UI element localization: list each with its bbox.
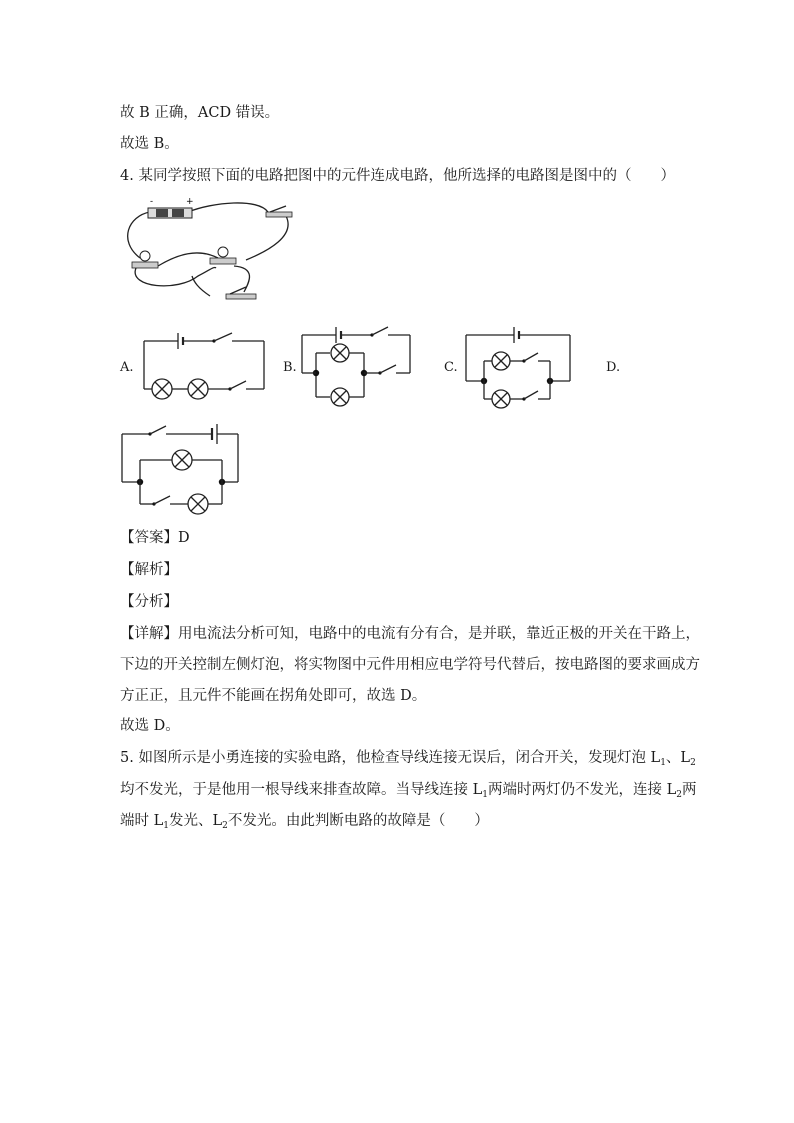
q4-detail-line3: 方正正，且元件不能画在拐角处即可，故选 D。 <box>120 688 427 704</box>
q5-line3: 端时 $L_1$发光、$L_2$不发光。由此判断电路的故障是（ ） <box>120 813 489 831</box>
q4-fenxi-heading: 【分析】 <box>120 594 178 610</box>
q3-conclusion: 故选 B。 <box>120 136 179 152</box>
q4-detail-line2: 下边的开关控制左侧灯泡，将实物图中元件用相应电学符号代替后，按电路图的要求画成方 <box>120 657 700 673</box>
option-a-label: A. <box>120 360 134 375</box>
battery-negative-label: - <box>150 197 154 207</box>
option-b-circuit <box>302 325 414 411</box>
q4-detail-line1: 【详解】用电流法分析可知，电路中的电流有分有合，是并联，靠近正极的开关在干路上， <box>120 626 700 642</box>
option-d-label: D. <box>606 360 621 375</box>
option-a-circuit <box>144 331 268 393</box>
q4-conclusion: 故选 D。 <box>120 718 180 734</box>
q5-line1: 5. 如图所示是小勇连接的实验电路，他检查导线连接无误后，闭合开关，发现灯泡 $L_1$、$L_2$ <box>120 750 696 768</box>
q5-line2: 均不发光，于是他用一根导线来排查故障。当导线连接 $L_1$两端时两灯仍不发光，连接 $L_2$两 <box>120 782 697 800</box>
option-c-circuit <box>466 325 578 411</box>
option-b-label: B. <box>283 360 297 375</box>
option-c-label: C. <box>444 360 458 375</box>
q4-physical-circuit-figure <box>118 196 298 306</box>
battery-positive-label: + <box>186 197 194 207</box>
q4-stem: 4. 某同学按照下面的电路把图中的元件连成电路，他所选择的电路图是图中的（ ） <box>120 168 675 184</box>
option-d-circuit <box>122 424 242 520</box>
q3-answer-line: 故 B 正确，ACD 错误。 <box>120 105 280 121</box>
q4-analysis-heading: 【解析】 <box>120 562 178 578</box>
q4-answer: 【答案】D <box>120 530 190 546</box>
